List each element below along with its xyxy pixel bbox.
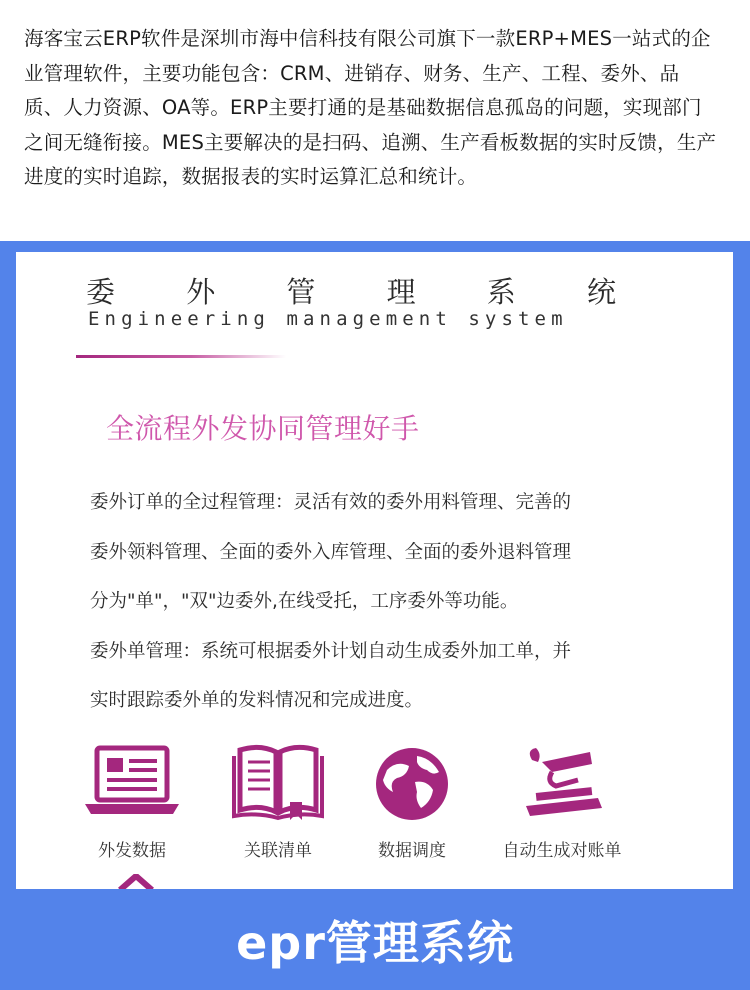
description-line: 分为"单"，"双"边委外,在线受托，工序委外等功能。 [90, 591, 519, 612]
intro-paragraph [24, 22, 736, 195]
title-char: 管 [286, 275, 316, 309]
title-char: 理 [386, 275, 416, 309]
card-subtitle: Engineering management system [88, 308, 568, 330]
footer-title: epr管理系统 [236, 916, 514, 970]
intro-line: 进度的实时追踪，数据报表的实时运算汇总和统计。 [24, 165, 478, 188]
hand-tool-icon [512, 742, 612, 822]
title-char: 统 [586, 275, 616, 309]
feature-label: 关联清单 [244, 841, 312, 861]
product-card [16, 252, 733, 889]
feature-item [218, 742, 338, 861]
description-line: 委外订单的全过程管理：灵活有效的委外用料管理、完善的 [90, 492, 572, 513]
next-icon-peek [116, 874, 156, 889]
title-char: 委 [86, 275, 116, 309]
title-char: 外 [186, 275, 216, 309]
description-line: 实时跟踪委外单的发料情况和完成进度。 [90, 690, 424, 711]
card-title [86, 270, 616, 311]
globe-icon [367, 742, 457, 826]
feature-label: 自动生成对账单 [502, 841, 622, 861]
open-book-icon [228, 742, 328, 822]
slogan: 全流程外发协同管理好手 [106, 412, 420, 445]
feature-description [90, 490, 690, 738]
intro-line: 业管理软件，主要功能包含：CRM、进销存、财务、生产、工程、委外、品 [24, 61, 680, 85]
title-underline [76, 355, 286, 358]
feature-label: 数据调度 [378, 841, 446, 861]
description-line: 委外领料管理、全面的委外入库管理、全面的委外退料管理 [90, 541, 572, 563]
feature-icons [82, 742, 642, 862]
laptop-icon [77, 742, 187, 822]
intro-line: 海客宝云ERP软件是深圳市海中信科技有限公司旗下一款ERP+MES一站式的企 [24, 27, 711, 50]
feature-item [352, 742, 472, 861]
feature-item [72, 742, 192, 861]
feature-item [502, 742, 622, 861]
title-char: 系 [486, 275, 516, 309]
description-line: 委外单管理：系统可根据委外计划自动生成委外加工单，并 [90, 640, 572, 662]
intro-line: 之间无缝衔接。MES主要解决的是扫码、追溯、生产看板数据的实时反馈，生产 [24, 130, 717, 154]
intro-line: 质、人力资源、OA等。ERP主要打通的是基础数据信息孤岛的问题，实现部门 [24, 96, 702, 119]
feature-label: 外发数据 [98, 841, 166, 861]
